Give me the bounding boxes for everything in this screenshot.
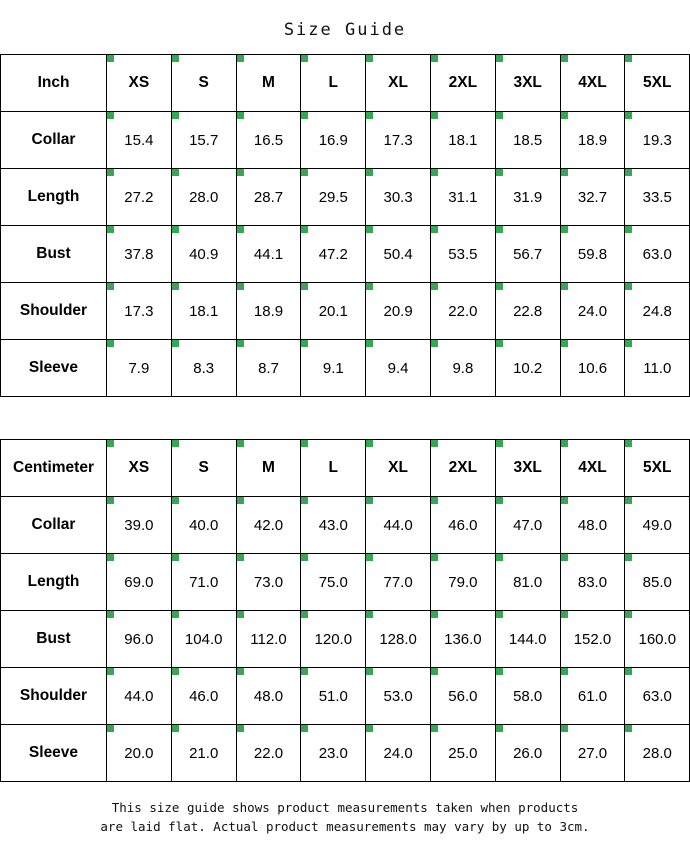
row-label-length: Length — [1, 169, 107, 226]
corner-mark-icon — [431, 668, 438, 675]
corner-mark-icon — [561, 440, 568, 447]
cell: 79.0 — [430, 554, 495, 611]
cell: 27.0 — [560, 725, 625, 782]
row-label-sleeve: Sleeve — [1, 725, 107, 782]
corner-mark-icon — [172, 554, 179, 561]
corner-mark-icon — [561, 497, 568, 504]
corner-mark-icon — [496, 440, 503, 447]
corner-mark-icon — [561, 611, 568, 618]
unit-header-centimeter — [1, 440, 107, 497]
corner-mark-icon — [496, 611, 503, 618]
table-header-row — [1, 55, 690, 112]
corner-mark-icon — [301, 226, 308, 233]
footnote — [0, 782, 690, 836]
corner-mark-icon — [625, 554, 632, 561]
size-header-l: L — [301, 55, 366, 112]
size-header-3xl: 3XL — [495, 55, 560, 112]
size-header-5xl: 5XL — [625, 55, 690, 112]
corner-mark-icon — [431, 283, 438, 290]
cell: 104.0 — [171, 611, 236, 668]
corner-mark-icon — [561, 725, 568, 732]
cell: 15.4 — [107, 112, 172, 169]
cell: 44.1 — [236, 226, 301, 283]
cell: 44.0 — [107, 668, 172, 725]
table-row — [1, 169, 690, 226]
cell: 40.9 — [171, 226, 236, 283]
size-table-inch — [0, 54, 690, 397]
corner-mark-icon — [237, 440, 244, 447]
size-header-xl: XL — [366, 440, 431, 497]
cell: 18.9 — [236, 283, 301, 340]
cell: 9.8 — [430, 340, 495, 397]
table-row — [1, 112, 690, 169]
corner-mark-icon — [107, 112, 114, 119]
inch-table-container — [0, 54, 690, 397]
corner-mark-icon — [431, 340, 438, 347]
table-row — [1, 668, 690, 725]
cell: 75.0 — [301, 554, 366, 611]
corner-mark-icon — [561, 55, 568, 62]
cell: 24.0 — [366, 725, 431, 782]
cell: 28.0 — [171, 169, 236, 226]
cell: 20.9 — [366, 283, 431, 340]
corner-mark-icon — [625, 440, 632, 447]
cell: 43.0 — [301, 497, 366, 554]
row-label-collar: Collar — [1, 112, 107, 169]
size-header-2xl: 2XL — [430, 440, 495, 497]
cell: 24.8 — [625, 283, 690, 340]
cell: 59.8 — [560, 226, 625, 283]
page-title: Size Guide — [283, 20, 407, 40]
corner-mark-icon — [301, 55, 308, 62]
cell: 49.0 — [625, 497, 690, 554]
cell: 27.2 — [107, 169, 172, 226]
size-header-m: M — [236, 440, 301, 497]
cell: 69.0 — [107, 554, 172, 611]
cell: 128.0 — [366, 611, 431, 668]
corner-mark-icon — [237, 611, 244, 618]
footnote-line-2: are laid flat. Actual product measurements may vary by up to 3cm. — [100, 819, 590, 834]
table-row — [1, 340, 690, 397]
row-label-shoulder: Shoulder — [1, 668, 107, 725]
cell: 160.0 — [625, 611, 690, 668]
corner-mark-icon — [107, 668, 114, 675]
table-row — [1, 554, 690, 611]
corner-mark-icon — [366, 55, 373, 62]
corner-mark-icon — [237, 725, 244, 732]
corner-mark-icon — [431, 497, 438, 504]
cell: 16.5 — [236, 112, 301, 169]
corner-mark-icon — [625, 497, 632, 504]
cell: 136.0 — [430, 611, 495, 668]
size-header-4xl: 4XL — [560, 55, 625, 112]
corner-mark-icon — [172, 226, 179, 233]
corner-mark-icon — [301, 497, 308, 504]
cell: 17.3 — [107, 283, 172, 340]
cell: 144.0 — [495, 611, 560, 668]
footnote-line-1: This size guide shows product measurements taken when products — [111, 800, 579, 815]
cell: 29.5 — [301, 169, 366, 226]
corner-mark-icon — [237, 283, 244, 290]
corner-mark-icon — [366, 725, 373, 732]
corner-mark-icon — [107, 283, 114, 290]
corner-mark-icon — [496, 55, 503, 62]
cell: 63.0 — [625, 226, 690, 283]
table-header-row — [1, 440, 690, 497]
corner-mark-icon — [625, 668, 632, 675]
cell: 11.0 — [625, 340, 690, 397]
corner-mark-icon — [107, 55, 114, 62]
cell: 46.0 — [430, 497, 495, 554]
corner-mark-icon — [431, 725, 438, 732]
centimeter-table-container — [0, 439, 690, 782]
cell: 20.1 — [301, 283, 366, 340]
cell: 30.3 — [366, 169, 431, 226]
cell: 19.3 — [625, 112, 690, 169]
cell: 22.0 — [430, 283, 495, 340]
corner-mark-icon — [366, 169, 373, 176]
cell: 152.0 — [560, 611, 625, 668]
corner-mark-icon — [561, 226, 568, 233]
corner-mark-icon — [107, 725, 114, 732]
cell: 22.0 — [236, 725, 301, 782]
corner-mark-icon — [625, 112, 632, 119]
corner-mark-icon — [496, 725, 503, 732]
corner-mark-icon — [431, 611, 438, 618]
corner-mark-icon — [366, 440, 373, 447]
corner-mark-icon — [301, 112, 308, 119]
corner-mark-icon — [301, 668, 308, 675]
corner-mark-icon — [366, 497, 373, 504]
cell: 28.7 — [236, 169, 301, 226]
cell: 37.8 — [107, 226, 172, 283]
cell: 40.0 — [171, 497, 236, 554]
cell: 81.0 — [495, 554, 560, 611]
corner-mark-icon — [172, 725, 179, 732]
corner-mark-icon — [172, 283, 179, 290]
cell: 10.6 — [560, 340, 625, 397]
corner-mark-icon — [561, 668, 568, 675]
corner-mark-icon — [496, 169, 503, 176]
cell: 9.1 — [301, 340, 366, 397]
corner-mark-icon — [237, 169, 244, 176]
cell: 77.0 — [366, 554, 431, 611]
unit-header-label: Centimeter — [13, 459, 94, 476]
size-header-m: M — [236, 55, 301, 112]
table-row — [1, 283, 690, 340]
corner-mark-icon — [431, 169, 438, 176]
cell: 47.0 — [495, 497, 560, 554]
cell: 71.0 — [171, 554, 236, 611]
corner-mark-icon — [561, 340, 568, 347]
corner-mark-icon — [496, 497, 503, 504]
cell: 31.9 — [495, 169, 560, 226]
corner-mark-icon — [625, 55, 632, 62]
cell: 8.7 — [236, 340, 301, 397]
size-header-s: S — [171, 440, 236, 497]
corner-mark-icon — [237, 554, 244, 561]
corner-mark-icon — [301, 440, 308, 447]
table-row — [1, 497, 690, 554]
cell: 31.1 — [430, 169, 495, 226]
cell: 63.0 — [625, 668, 690, 725]
size-header-xs: XS — [107, 440, 172, 497]
row-label-shoulder: Shoulder — [1, 283, 107, 340]
corner-mark-icon — [625, 169, 632, 176]
corner-mark-icon — [625, 283, 632, 290]
cell: 48.0 — [236, 668, 301, 725]
corner-mark-icon — [561, 554, 568, 561]
corner-mark-icon — [237, 55, 244, 62]
corner-mark-icon — [366, 112, 373, 119]
cell: 39.0 — [107, 497, 172, 554]
corner-mark-icon — [237, 497, 244, 504]
cell: 53.5 — [430, 226, 495, 283]
cell: 7.9 — [107, 340, 172, 397]
corner-mark-icon — [366, 283, 373, 290]
cell: 58.0 — [495, 668, 560, 725]
size-header-l: L — [301, 440, 366, 497]
cell: 96.0 — [107, 611, 172, 668]
corner-mark-icon — [431, 554, 438, 561]
corner-mark-icon — [625, 611, 632, 618]
cell: 32.7 — [560, 169, 625, 226]
corner-mark-icon — [431, 440, 438, 447]
corner-mark-icon — [496, 340, 503, 347]
cell: 15.7 — [171, 112, 236, 169]
corner-mark-icon — [172, 497, 179, 504]
row-label-bust: Bust — [1, 226, 107, 283]
size-header-3xl: 3XL — [495, 440, 560, 497]
corner-mark-icon — [107, 169, 114, 176]
cell: 18.1 — [171, 283, 236, 340]
corner-mark-icon — [107, 554, 114, 561]
corner-mark-icon — [107, 226, 114, 233]
table-row — [1, 725, 690, 782]
table-row — [1, 611, 690, 668]
corner-mark-icon — [107, 611, 114, 618]
size-header-4xl: 4XL — [560, 440, 625, 497]
cell: 46.0 — [171, 668, 236, 725]
row-label-length: Length — [1, 554, 107, 611]
cell: 33.5 — [625, 169, 690, 226]
corner-mark-icon — [366, 340, 373, 347]
cell: 28.0 — [625, 725, 690, 782]
corner-mark-icon — [431, 226, 438, 233]
corner-mark-icon — [172, 611, 179, 618]
corner-mark-icon — [237, 226, 244, 233]
corner-mark-icon — [625, 340, 632, 347]
cell: 24.0 — [560, 283, 625, 340]
cell: 8.3 — [171, 340, 236, 397]
corner-mark-icon — [625, 725, 632, 732]
corner-mark-icon — [301, 169, 308, 176]
cell: 21.0 — [171, 725, 236, 782]
corner-mark-icon — [172, 440, 179, 447]
row-label-collar: Collar — [1, 497, 107, 554]
corner-mark-icon — [172, 169, 179, 176]
corner-mark-icon — [107, 497, 114, 504]
corner-mark-icon — [431, 112, 438, 119]
row-label-sleeve: Sleeve — [1, 340, 107, 397]
cell: 23.0 — [301, 725, 366, 782]
cell: 42.0 — [236, 497, 301, 554]
cell: 10.2 — [495, 340, 560, 397]
cell: 112.0 — [236, 611, 301, 668]
corner-mark-icon — [496, 112, 503, 119]
size-header-xs: XS — [107, 55, 172, 112]
cell: 50.4 — [366, 226, 431, 283]
corner-mark-icon — [496, 668, 503, 675]
corner-mark-icon — [172, 340, 179, 347]
corner-mark-icon — [496, 283, 503, 290]
cell: 73.0 — [236, 554, 301, 611]
corner-mark-icon — [366, 611, 373, 618]
cell: 16.9 — [301, 112, 366, 169]
cell: 83.0 — [560, 554, 625, 611]
size-header-xl: XL — [366, 55, 431, 112]
cell: 18.1 — [430, 112, 495, 169]
corner-mark-icon — [366, 226, 373, 233]
corner-mark-icon — [301, 554, 308, 561]
corner-mark-icon — [561, 169, 568, 176]
cell: 61.0 — [560, 668, 625, 725]
cell: 22.8 — [495, 283, 560, 340]
corner-mark-icon — [172, 55, 179, 62]
cell: 51.0 — [301, 668, 366, 725]
corner-mark-icon — [625, 226, 632, 233]
corner-mark-icon — [561, 283, 568, 290]
size-header-5xl: 5XL — [625, 440, 690, 497]
corner-mark-icon — [301, 283, 308, 290]
corner-mark-icon — [496, 226, 503, 233]
cell: 47.2 — [301, 226, 366, 283]
corner-mark-icon — [301, 725, 308, 732]
corner-mark-icon — [107, 340, 114, 347]
cell: 18.5 — [495, 112, 560, 169]
corner-mark-icon — [431, 55, 438, 62]
cell: 48.0 — [560, 497, 625, 554]
corner-mark-icon — [237, 340, 244, 347]
table-row — [1, 226, 690, 283]
cell: 56.0 — [430, 668, 495, 725]
corner-mark-icon — [107, 440, 114, 447]
corner-mark-icon — [301, 340, 308, 347]
table-spacer — [0, 397, 690, 439]
cell: 9.4 — [366, 340, 431, 397]
cell: 120.0 — [301, 611, 366, 668]
size-table-centimeter — [0, 439, 690, 782]
corner-mark-icon — [366, 668, 373, 675]
unit-header-inch — [1, 55, 107, 112]
cell: 17.3 — [366, 112, 431, 169]
corner-mark-icon — [172, 112, 179, 119]
size-header-s: S — [171, 55, 236, 112]
cell: 26.0 — [495, 725, 560, 782]
corner-mark-icon — [172, 668, 179, 675]
corner-mark-icon — [301, 611, 308, 618]
corner-mark-icon — [561, 112, 568, 119]
corner-mark-icon — [366, 554, 373, 561]
size-header-2xl: 2XL — [430, 55, 495, 112]
cell: 44.0 — [366, 497, 431, 554]
corner-mark-icon — [496, 554, 503, 561]
cell: 53.0 — [366, 668, 431, 725]
corner-mark-icon — [237, 112, 244, 119]
corner-mark-icon — [237, 668, 244, 675]
row-label-bust: Bust — [1, 611, 107, 668]
cell: 85.0 — [625, 554, 690, 611]
cell: 18.9 — [560, 112, 625, 169]
cell: 56.7 — [495, 226, 560, 283]
unit-header-label: Inch — [37, 74, 70, 91]
cell: 20.0 — [107, 725, 172, 782]
cell: 25.0 — [430, 725, 495, 782]
